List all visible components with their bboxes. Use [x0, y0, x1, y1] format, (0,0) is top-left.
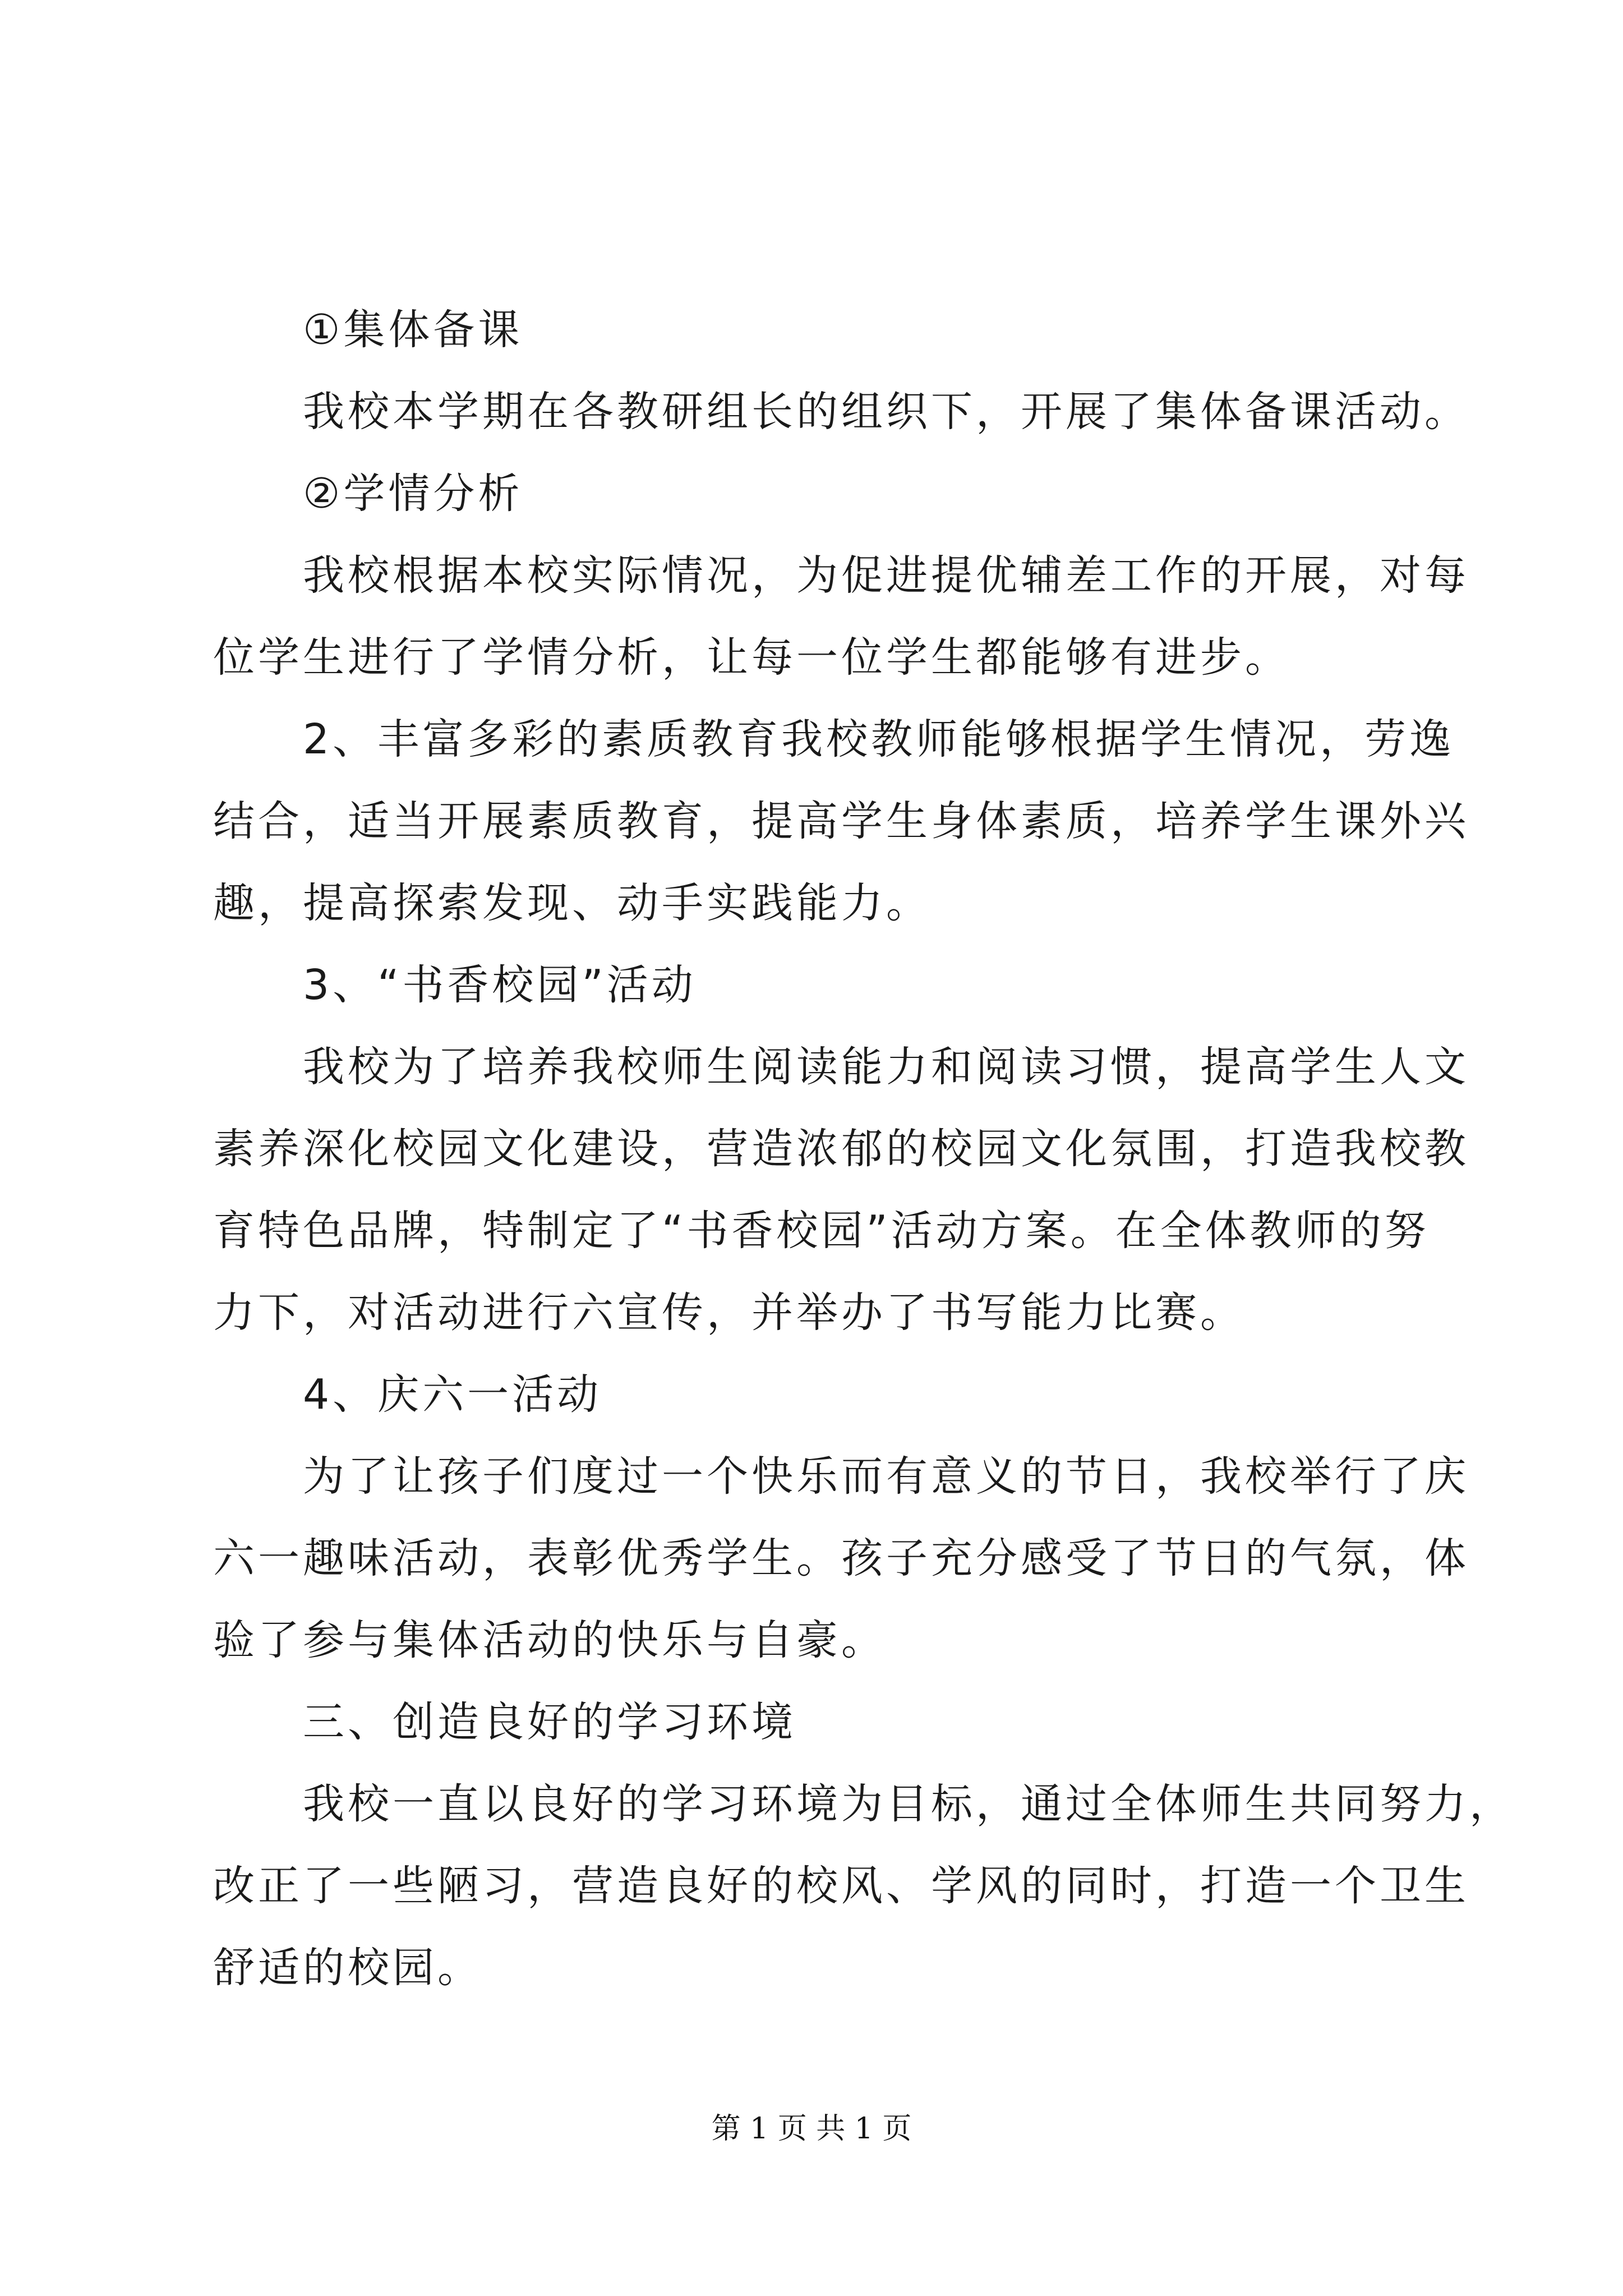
paragraph-line: 我校一直以良好的学习环境为目标，通过全体师生共同努力， [303, 1780, 1514, 1828]
paragraph-line: 舒适的校园。 [213, 1944, 482, 1992]
paragraph-line: 为了让孩子们度过一个快乐而有意义的节日，我校举行了庆 [303, 1452, 1469, 1501]
paragraph-line: 改正了一些陋习，营造良好的校风、学风的同时，打造一个卫生 [213, 1862, 1469, 1910]
paragraph-line: 六一趣味活动，表彰优秀学生。孩子充分感受了节日的气氛，体 [213, 1534, 1469, 1582]
paragraph-line: 验了参与集体活动的快乐与自豪。 [213, 1616, 886, 1664]
heading-childrens-day: 4、庆六一活动 [303, 1370, 602, 1419]
paragraph-line: 素养深化校园文化建设，营造浓郁的校园文化氛围，打造我校教 [213, 1125, 1469, 1173]
paragraph-line: 育特色品牌，特制定了“书香校园”活动方案。在全体教师的努 [213, 1207, 1430, 1255]
heading-book-campus: 3、“书香校园”活动 [303, 961, 697, 1009]
paragraph-line: 位学生进行了学情分析，让每一位学生都能够有进步。 [213, 633, 1290, 682]
paragraph-line: 趣，提高探索发现、动手实践能力。 [213, 879, 931, 927]
heading-learning-analysis: ②学情分析 [303, 470, 523, 518]
paragraph-line: 我校根据本校实际情况，为促进提优辅差工作的开展，对每 [303, 551, 1469, 600]
paragraph-line: 力下，对活动进行六宣传，并举办了书写能力比赛。 [213, 1289, 1245, 1337]
paragraph-line: 我校为了培养我校师生阅读能力和阅读习惯，提高学生人文 [303, 1043, 1469, 1091]
heading-learning-environment: 三、创造良好的学习环境 [303, 1698, 796, 1746]
page-footer: 第 1 页 共 1 页 [711, 2112, 912, 2146]
heading-collective-lesson-prep: ①集体备课 [303, 306, 523, 354]
paragraph-line: 结合，适当开展素质教育，提高学生身体素质，培养学生课外兴 [213, 797, 1469, 845]
paragraph-line: 2、丰富多彩的素质教育我校教师能够根据学生情况，劳逸 [303, 715, 1455, 763]
paragraph-line: 我校本学期在各教研组长的组织下，开展了集体备课活动。 [303, 388, 1469, 436]
